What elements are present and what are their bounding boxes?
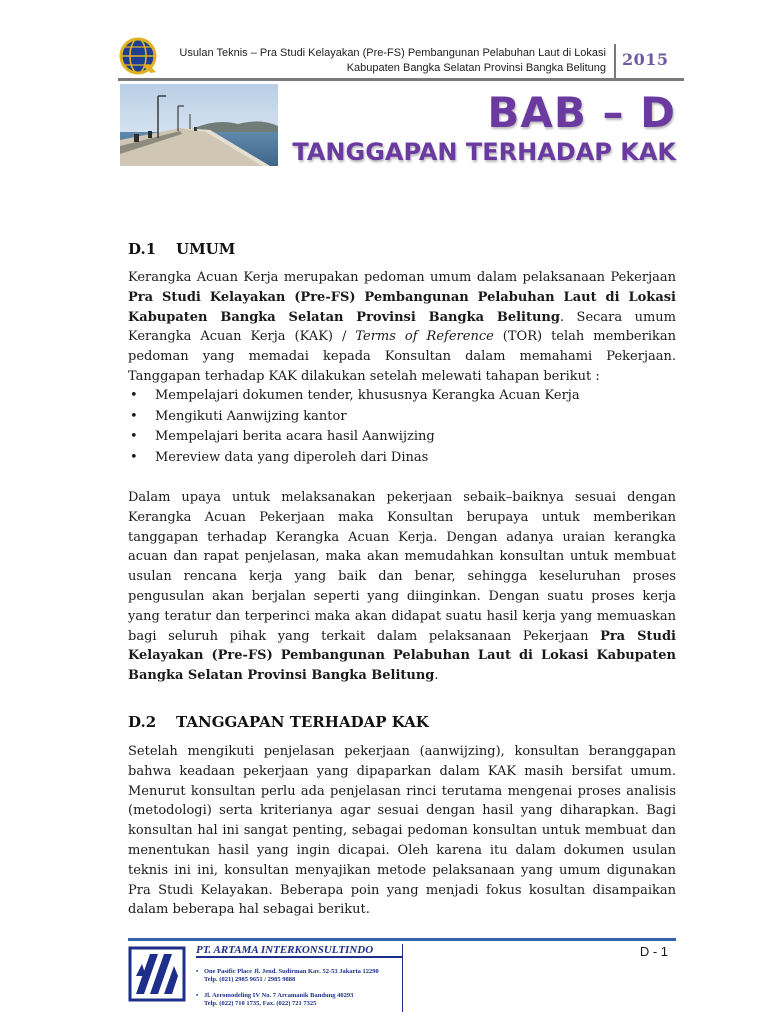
harbor-pier-photo <box>120 84 278 166</box>
header-rule <box>118 78 684 81</box>
stages-list <box>128 386 676 468</box>
address-jakarta: One Pasific Place Jl. Jend. Sudirman Kav. 52-53 Jakarta 12290 <box>204 968 379 975</box>
address-bandung: Jl. Aeromodeling IV No. 7 Arcamanik Bandung 40293 <box>204 992 354 999</box>
address-block-jakarta: • One Pasific Place Jl. Jend. Sudirman Kav. 52-53 Jakarta 12290 Telp. (021) 2985 9651 / 2985 9888 <box>196 968 379 983</box>
address-block-bandung: • Jl. Aeromodeling IV No. 7 Arcamanik Bandung 40293 Telp. (022) 710 1735, Fax. (022) 721 7325 <box>196 992 354 1007</box>
text-run: . <box>434 668 439 684</box>
header-line-1: Usulan Teknis – Pra Studi Kelayakan (Pre-FS) Pembangunan Pelabuhan Laut di Lokasi <box>179 47 606 59</box>
section-1-title: UMUM <box>176 240 236 258</box>
footer-rule <box>128 938 676 941</box>
chapter-title: TANGGAPAN TERHADAP KAK <box>292 138 676 166</box>
text-run: . Secara umum Kerangka Acuan Kerja (KAK) / <box>128 309 676 345</box>
text-run: Dalam upaya untuk melaksanakan pekerjaan sebaik–baiknya sesuai dengan Kerangka Acuan Pekerjaan maka Konsultan berupaya untuk memberikan tanggapan terhadap Kerangka Acuan Kerja. Dengan adanya uraian kerangka acuan dan rapat penjelasan, maka akan memudahkan konsultan untuk membuat usulan rencana kerja yang baik dan benar, sehingga keseluruhan proses pengusulan akan berjalan seperti yang diinginkan. Dengan suatu proses kerja yang teratur dan terperinci maka akan didapat suatu hasil kerja yang memuaskan bagi seluruh pihak yang terkait dalam pelaksanaan Pekerjaan <box>128 490 676 644</box>
phone-bandung: Telp. (022) 710 1735, Fax. (022) 721 7325 <box>204 1000 317 1007</box>
list-item: • Mempelajari dokumen tender, khususnya Kerangka Acuan Kerja <box>128 386 676 407</box>
header-separator <box>614 44 616 78</box>
page-number: D - 1 <box>639 944 668 959</box>
list-item: • Mereview data yang diperoleh dari Dinas <box>128 448 676 469</box>
section-1-heading <box>128 240 235 258</box>
header-year: 2015 <box>622 50 669 69</box>
list-item: • Mempelajari berita acara hasil Aanwijzing <box>128 427 676 448</box>
section-1-number: D.1 <box>128 240 157 258</box>
chapter-code: BAB – D <box>487 88 676 137</box>
section-2-number: D.2 <box>128 713 157 731</box>
phone-jakarta: Telp. (021) 2985 9651 / 2985 9888 <box>204 976 296 983</box>
terms-of-reference-italic: Terms of Reference <box>355 329 494 345</box>
project-name-bold: Pra Studi Kelayakan (Pre-FS) Pembangunan Pelabuhan Laut di Lokasi Kabupaten Bangka Selatan Provinsi Bangka Belitung <box>128 289 676 325</box>
running-header <box>126 46 606 76</box>
text-run: Kerangka Acuan Kerja merupakan pedoman umum dalam pelaksanaan Pekerjaan <box>128 270 676 285</box>
project-name-bold: Pra Studi Kelayakan (Pre-FS) Pembangunan Pelabuhan Laut di Lokasi Kabupaten Bangka Selatan Provinsi Bangka Belitung <box>128 628 676 684</box>
footer-divider <box>402 944 403 1012</box>
company-logo-icon <box>128 946 186 1002</box>
section-1-paragraph-1 <box>128 268 676 387</box>
header-line-2: Kabupaten Bangka Selatan Provinsi Bangka Belitung <box>346 62 606 74</box>
text-run: (TOR) telah memberikan pedoman yang memadai kepada Konsultan dalam memahami Pekerjaan. Tanggapan terhadap KAK dilakukan setelah melewati tahapan berikut : <box>128 329 677 384</box>
section-1-paragraph-2 <box>128 488 676 686</box>
company-name: PT. ARTAMA INTERKONSULTINDO <box>196 944 402 958</box>
section-2-title: TANGGAPAN TERHADAP KAK <box>176 713 429 731</box>
section-2-heading <box>128 713 429 731</box>
section-2-paragraph-1: Setelah mengikuti penjelasan pekerjaan (aanwijzing), konsultan beranggapan bahwa keadaan pekerjaan yang dipaparkan dalam KAK masih bersifat umum. Menurut konsultan perlu ada penjelasan rinci terutama mengenai proses analisis (metodologi) serta kriterianya agar sesuai dengan hasil yang diharapkan. Bagi konsultan hal ini sangat penting, sebagai pedoman konsultan untuk membuat dan menentukan hasil yang ingin dicapai. Oleh karena itu dalam dokumen usulan teknis ini ini, konsultan menyajikan metode pelaksanaan yang umum digunakan Pra Studi Kelayakan. Beberapa poin yang menjadi fokus kosultan disampaikan dalam beberapa hal sebagai berikut. <box>128 744 676 918</box>
list-item: • Mengikuti Aanwijzing kantor <box>128 407 676 428</box>
